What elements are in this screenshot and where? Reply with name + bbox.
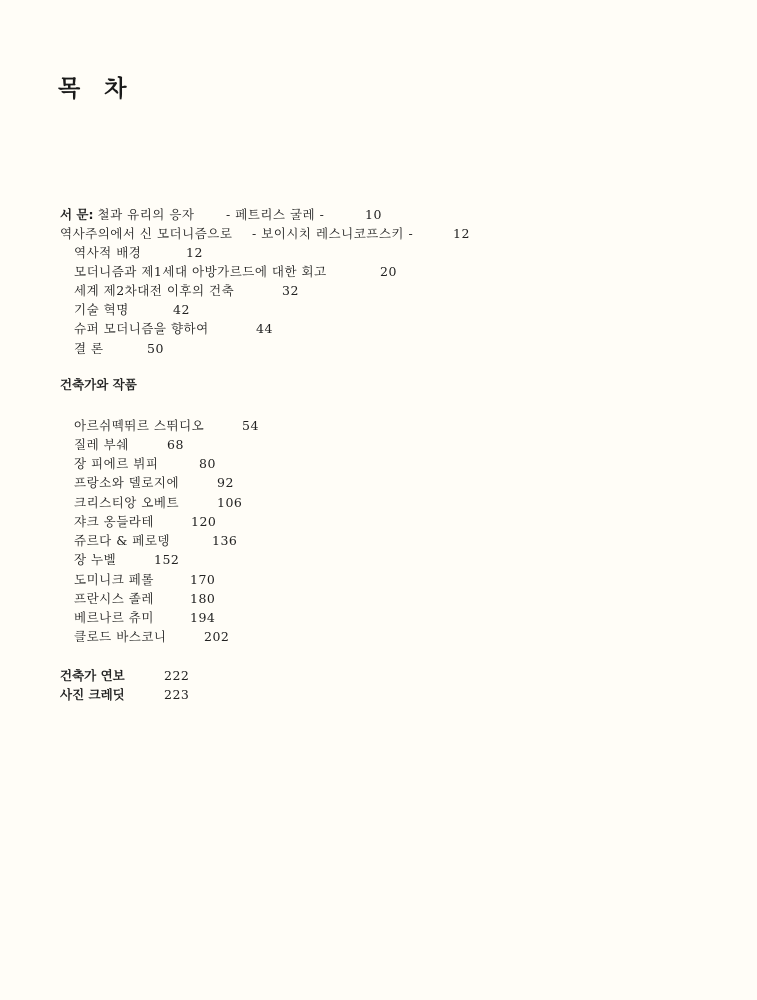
essay-author: - 보이시치 레스니코프스키 -: [252, 226, 414, 241]
architect-name: 아르쉬떽뛰르 스뛰디오: [74, 418, 205, 433]
architect-page: 68: [167, 437, 184, 452]
toc-entry-architect[interactable]: [74, 456, 216, 472]
toc-entry-section[interactable]: [74, 283, 299, 299]
architect-name: 클로드 바스코니: [74, 629, 167, 644]
toc-entry-architect[interactable]: [74, 629, 230, 645]
section-title: 결 론: [74, 341, 104, 356]
architect-page: 120: [191, 514, 217, 529]
architect-name: 프랑소와 델로지에: [74, 475, 180, 490]
toc-entry-appendix[interactable]: [60, 668, 190, 684]
architect-name: 프란시스 졸레: [74, 591, 154, 606]
toc-entry-architect[interactable]: [74, 572, 216, 588]
toc-entry-section[interactable]: [74, 321, 273, 337]
intro-page: 10: [365, 207, 382, 222]
architect-name: 장 누벨: [74, 552, 117, 567]
architect-name: 장 피에르 뷔피: [74, 456, 159, 471]
section-title: 역사적 배경: [74, 245, 142, 260]
toc-entry-section[interactable]: [74, 302, 190, 318]
appendix-title: 사진 크레딧: [60, 687, 125, 702]
appendix-title: 건축가 연보: [60, 668, 125, 683]
toc-entry-section[interactable]: [74, 245, 203, 261]
page-title: 목 차: [58, 76, 135, 102]
appendix-page: 222: [164, 668, 190, 683]
architect-page: 180: [190, 591, 216, 606]
architect-name: 쥬르다 & 페로뎅: [74, 533, 171, 548]
section-page: 20: [380, 264, 397, 279]
section-page: 32: [282, 283, 299, 298]
toc-entry-architect[interactable]: [74, 437, 184, 453]
architect-page: 80: [199, 456, 216, 471]
architect-name: 질레 부쉐: [74, 437, 129, 452]
toc-entry-architect[interactable]: [74, 533, 238, 549]
essay-page: 12: [453, 226, 470, 241]
architect-page: 92: [217, 475, 234, 490]
toc-entry-essay[interactable]: [60, 226, 470, 242]
intro-title: 철과 유리의 응자: [97, 207, 195, 222]
architect-page: 194: [190, 610, 216, 625]
architect-page: 136: [212, 533, 238, 548]
toc-entry-section[interactable]: [74, 341, 164, 357]
toc-entry-architect[interactable]: [74, 610, 216, 626]
architect-page: 54: [242, 418, 259, 433]
architect-name: 크리스티앙 오베트: [74, 495, 180, 510]
section-page: 50: [147, 341, 164, 356]
appendix-page: 223: [164, 687, 190, 702]
architect-page: 152: [154, 552, 180, 567]
section-page: 12: [186, 245, 203, 260]
architect-name: 쟈크 옹들라테: [74, 514, 154, 529]
toc-entry-section[interactable]: [74, 264, 397, 280]
section-title: 슈퍼 모더니즘을 향하여: [74, 321, 209, 336]
section-title: 모더니즘과 제1세대 아방가르드에 대한 회고: [74, 264, 327, 279]
architect-page: 202: [204, 629, 230, 644]
architect-page: 106: [217, 495, 243, 510]
architect-name: 베르나르 츄미: [74, 610, 154, 625]
essay-title: 역사주의에서 신 모더니즘으로: [60, 226, 233, 241]
architect-page: 170: [190, 572, 216, 587]
architect-name: 도미니크 페롤: [74, 572, 154, 587]
section-title: 세계 제2차대전 이후의 건축: [74, 283, 235, 298]
toc-entry-intro[interactable]: [60, 207, 382, 223]
toc-entry-architect[interactable]: [74, 418, 259, 434]
toc-entry-architect[interactable]: [74, 552, 180, 568]
toc-entry-architect[interactable]: [74, 475, 234, 491]
toc-entry-architect[interactable]: [74, 591, 216, 607]
toc-entry-appendix[interactable]: [60, 687, 190, 703]
toc-entry-architect[interactable]: [74, 495, 243, 511]
intro-author: - 페트리스 굴레 -: [226, 207, 325, 222]
section-page: 44: [256, 321, 273, 336]
toc-entry-architect[interactable]: [74, 514, 217, 530]
intro-label: 서 문:: [60, 207, 94, 222]
section-page: 42: [173, 302, 190, 317]
section-title: 기술 혁명: [74, 302, 129, 317]
architects-heading: 건축가와 작품: [60, 377, 137, 392]
